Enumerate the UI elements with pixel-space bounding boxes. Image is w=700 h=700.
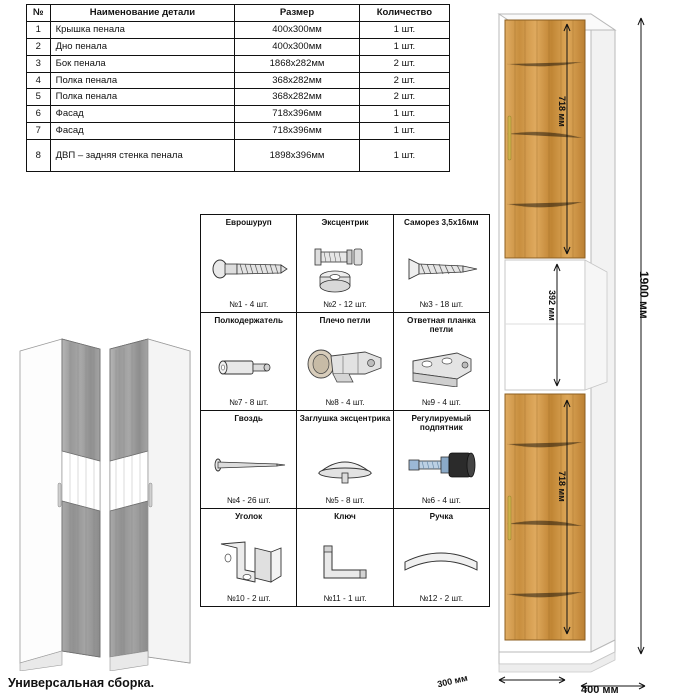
hardware-label: Ручка [429,512,454,521]
hinge-plate-icon [396,336,487,398]
grey-cabinet-right [110,339,190,671]
nail-icon [203,434,294,496]
cell-number: 4 [27,72,51,89]
hardware-label: Еврошуруп [225,218,272,227]
cell-qty: 1 шт. [359,21,449,38]
hardware-qty: №3 - 18 шт. [419,299,464,309]
hardware-label: Ключ [334,512,356,521]
header-number: № [27,5,51,22]
hardware-label: Саморез 3,5х16мм [404,218,479,227]
cell-qty: 1 шт. [359,106,449,123]
cell-qty: 2 шт. [359,55,449,72]
cell-qty: 1 шт. [359,38,449,55]
hardware-label: Полкодержатель [214,316,283,325]
header-name: Наименование детали [50,5,235,22]
hardware-item-hinge-plate [394,313,490,411]
hardware-item-corner-bracket [201,509,297,607]
cell-name: Полка пенала [50,89,235,106]
hardware-qty: №11 - 1 шт. [323,593,367,603]
oak-door-lower [505,394,585,640]
total-height-arrow [638,18,644,654]
cell-name: Крышка пенала [50,21,235,38]
cell-name: Полка пенала [50,72,235,89]
table-row [27,140,450,172]
hardware-qty: №5 - 8 шт. [325,495,365,505]
cell-number: 6 [27,106,51,123]
dimension-total-height: 1900 мм [637,271,651,319]
hardware-item-hinge-arm [297,313,393,411]
cell-number: 1 [27,21,51,38]
cell-qty: 1 шт. [359,123,449,140]
cell-number: 3 [27,55,51,72]
cell-size: 718х396мм [235,106,360,123]
hardware-item-handle [394,509,490,607]
table-row [27,123,450,140]
hardware-item-nail [201,411,297,509]
cam-cover-icon [299,434,390,496]
handle-icon [396,532,487,594]
cell-name: ДВП – задняя стенка пенала [50,140,235,172]
cell-name: Бок пенала [50,55,235,72]
table-row [27,89,450,106]
page-caption: Универсальная сборка. [8,676,155,690]
table-row [27,21,450,38]
hardware-qty: №8 - 4 шт. [325,397,365,407]
grey-wardrobe-illustration [14,333,196,671]
hardware-label: Эксцентрик [321,218,369,227]
hardware-label: Ответная планка петли [407,316,476,335]
cell-qty: 1 шт. [359,140,449,172]
hardware-label: Регулируемый подпятник [411,414,472,433]
hardware-label: Гвоздь [234,414,263,423]
adjustable-foot-icon [396,434,487,496]
cell-name: Фасад [50,106,235,123]
table-row [27,72,450,89]
cell-qty: 2 шт. [359,72,449,89]
hardware-item-cam-cover [297,411,393,509]
cam-lock-icon [299,238,390,300]
hardware-qty: №12 - 2 шт. [419,593,464,603]
cell-size: 1898х396мм [235,140,360,172]
parts-table [26,4,450,172]
cell-qty: 2 шт. [359,89,449,106]
hardware-qty: №1 - 4 шт. [229,299,269,309]
hardware-item-euro-screw [201,215,297,313]
dimension-depth: 300 мм [436,672,469,690]
dimension-middle-gap: 392 мм [547,290,557,321]
cell-number: 5 [27,89,51,106]
hardware-item-cam-lock [297,215,393,313]
dimension-width: 400 мм [581,684,619,696]
cell-size: 400х300мм [235,38,360,55]
hardware-qty: №6 - 4 шт. [421,495,461,505]
hardware-label: Уголок [235,512,263,521]
open-shelf-section [505,260,607,390]
shelf-support-icon [203,336,294,398]
hardware-item-shelf-support [201,313,297,411]
cell-size: 368х282мм [235,89,360,106]
cell-number: 7 [27,123,51,140]
hardware-qty: №7 - 8 шт. [229,397,269,407]
hardware-label: Заглушка эксцентрика [299,414,391,423]
hardware-label: Плечо петли [319,316,371,325]
euro-screw-icon [203,238,294,300]
cell-size: 368х282мм [235,72,360,89]
table-row [27,106,450,123]
cell-name: Фасад [50,123,235,140]
corner-bracket-icon [203,532,294,594]
cell-size: 1868х282мм [235,55,360,72]
cell-number: 8 [27,140,51,172]
table-row [27,38,450,55]
dimension-upper-door: 718 мм [557,96,567,127]
hardware-qty: №4 - 26 шт. [226,495,271,505]
cell-number: 2 [27,38,51,55]
hardware-grid [200,214,490,607]
header-size: Размер [235,5,360,22]
hardware-qty: №9 - 4 шт. [421,397,461,407]
dimension-lower-door: 718 мм [557,471,567,502]
oak-door-upper [505,20,585,258]
allen-key-icon [299,532,390,594]
hardware-qty: №10 - 2 шт. [226,593,271,603]
hardware-item-adjustable-foot [394,411,490,509]
cell-name: Дно пенала [50,38,235,55]
grey-cabinet-left [20,339,100,671]
hardware-item-allen-key [297,509,393,607]
self-tapping-screw-icon [396,238,487,300]
table-header-row [27,5,450,22]
hinge-arm-icon [299,336,390,398]
table-row [27,55,450,72]
depth-dimension-arrow [499,677,565,683]
hardware-qty: №2 - 12 шт. [323,299,367,309]
cell-size: 718х396мм [235,123,360,140]
hardware-item-self-tapping-screw [394,215,490,313]
header-qty: Количество [359,5,449,22]
cell-size: 400х300мм [235,21,360,38]
